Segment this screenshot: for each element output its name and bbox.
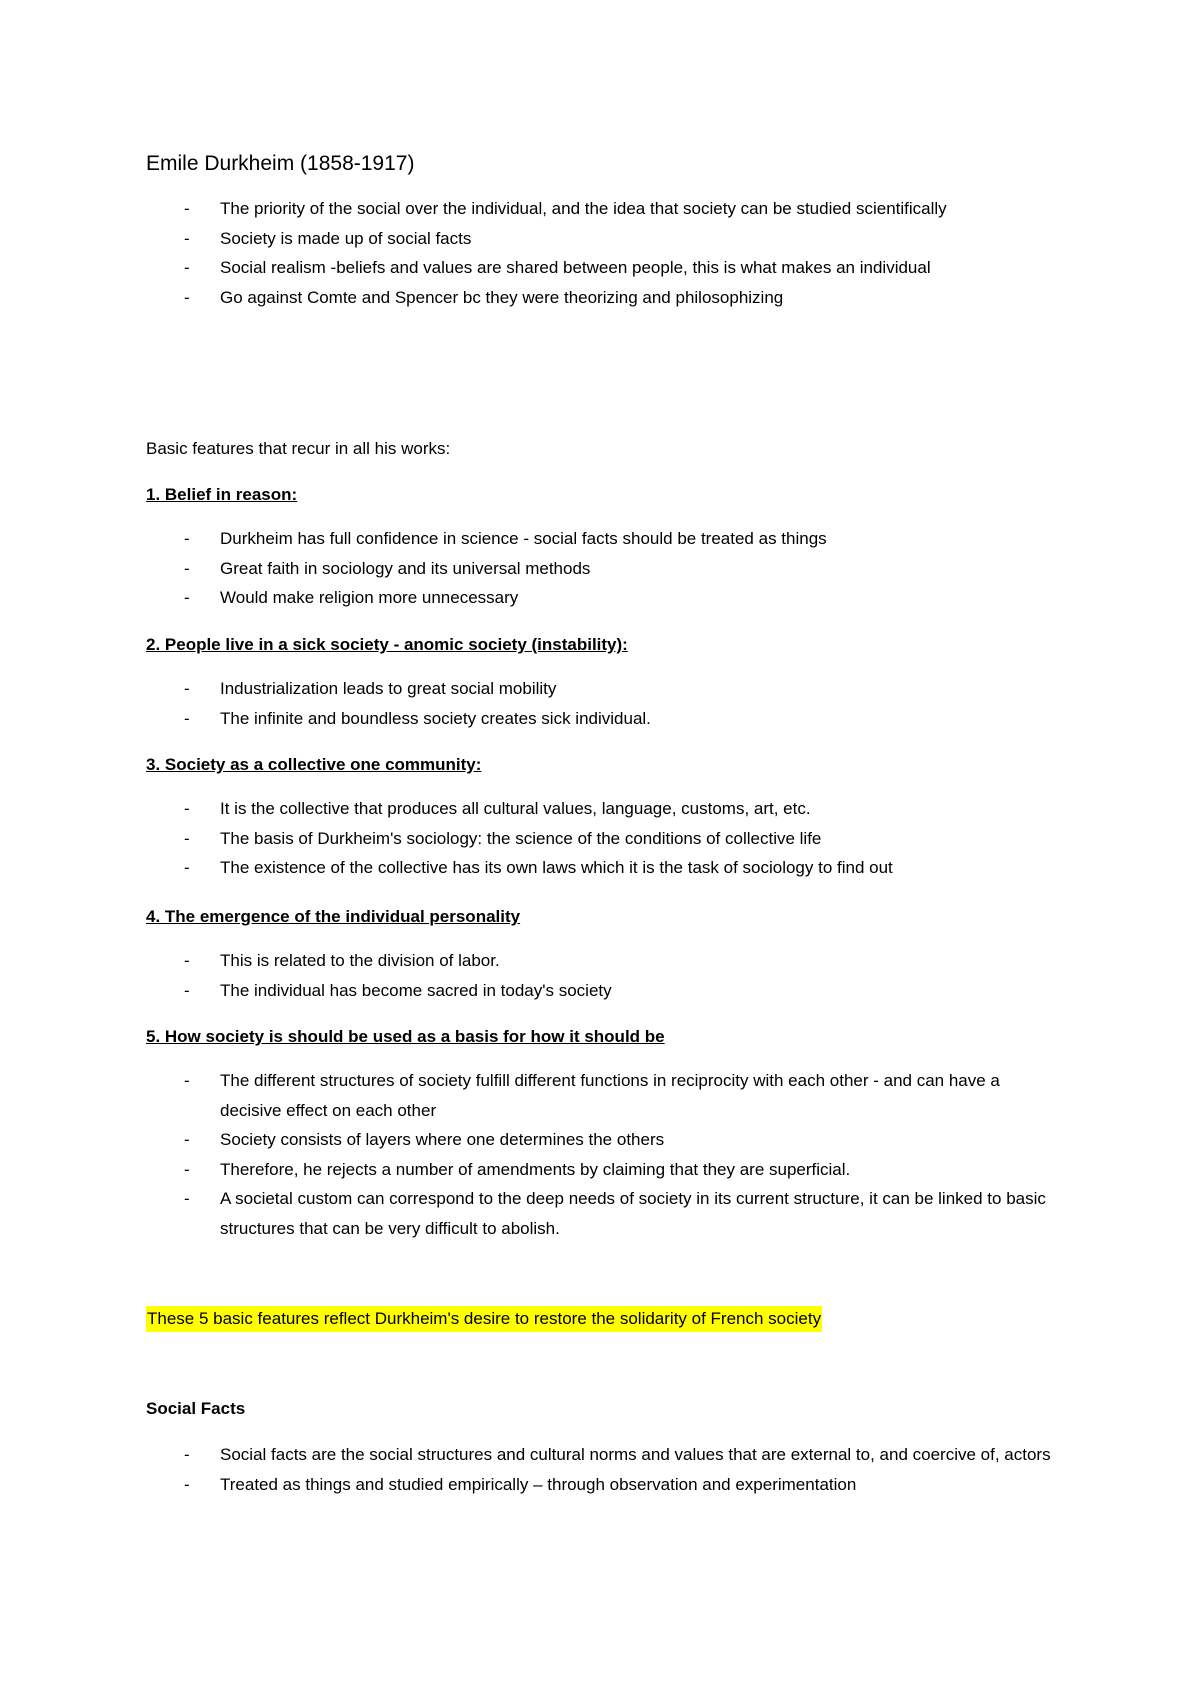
list-item: - Durkheim has full confidence in science - social facts should be treated as things xyxy=(146,524,1066,554)
section-list xyxy=(146,794,1066,883)
section-list xyxy=(146,674,1066,733)
list-item: - The infinite and boundless society creates sick individual. xyxy=(146,704,1066,734)
section-list xyxy=(146,1066,1066,1243)
social-facts-list xyxy=(146,1440,1066,1499)
list-item: - Would make religion more unnecessary xyxy=(146,583,1066,613)
list-item: - Go against Comte and Spencer bc they were theorizing and philosophizing xyxy=(146,283,1066,313)
features-intro: Basic features that recur in all his works: xyxy=(146,439,451,458)
list-item: - Society consists of layers where one determines the others xyxy=(146,1125,1066,1155)
social-facts-heading: Social Facts xyxy=(146,1399,246,1418)
list-item: - This is related to the division of labor. xyxy=(146,946,1066,976)
list-item: - The existence of the collective has its own laws which it is the task of sociology to find out xyxy=(146,853,1066,883)
document-title: Emile Durkheim (1858-1917) xyxy=(146,152,415,175)
intro-list xyxy=(146,194,1066,312)
list-item: - Industrialization leads to great social mobility xyxy=(146,674,1066,704)
list-item: - The different structures of society fulfill different functions in reciprocity with each other - and can have a decisive effect on each other xyxy=(146,1066,1066,1125)
highlighted-summary: These 5 basic features reflect Durkheim's desire to restore the solidarity of French society xyxy=(146,1306,822,1332)
section-list xyxy=(146,946,1066,1005)
section-list xyxy=(146,524,1066,613)
list-item: - It is the collective that produces all cultural values, language, customs, art, etc. xyxy=(146,794,1066,824)
list-item: - Social facts are the social structures and cultural norms and values that are external to, and coercive of, actors xyxy=(146,1440,1066,1470)
section-heading: 2. People live in a sick society - anomic society (instability): xyxy=(146,635,628,654)
list-item: - A societal custom can correspond to the deep needs of society in its current structure, it can be linked to basic structures that can be very difficult to abolish. xyxy=(146,1184,1066,1243)
section-heading: 5. How society is should be used as a basis for how it should be xyxy=(146,1027,665,1046)
section-heading: 1. Belief in reason: xyxy=(146,485,298,504)
list-item: - The priority of the social over the individual, and the idea that society can be studied scientifically xyxy=(146,194,1066,224)
list-item: - The basis of Durkheim's sociology: the science of the conditions of collective life xyxy=(146,824,1066,854)
section-heading: 3. Society as a collective one community: xyxy=(146,755,482,774)
list-item: - Social realism -beliefs and values are shared between people, this is what makes an individual xyxy=(146,253,1066,283)
list-item: - The individual has become sacred in today's society xyxy=(146,976,1066,1006)
list-item: - Society is made up of social facts xyxy=(146,224,1066,254)
list-item: - Great faith in sociology and its universal methods xyxy=(146,554,1066,584)
list-item: - Therefore, he rejects a number of amendments by claiming that they are superficial. xyxy=(146,1155,1066,1185)
list-item: - Treated as things and studied empirically – through observation and experimentation xyxy=(146,1470,1066,1500)
section-heading: 4. The emergence of the individual personality xyxy=(146,907,521,926)
